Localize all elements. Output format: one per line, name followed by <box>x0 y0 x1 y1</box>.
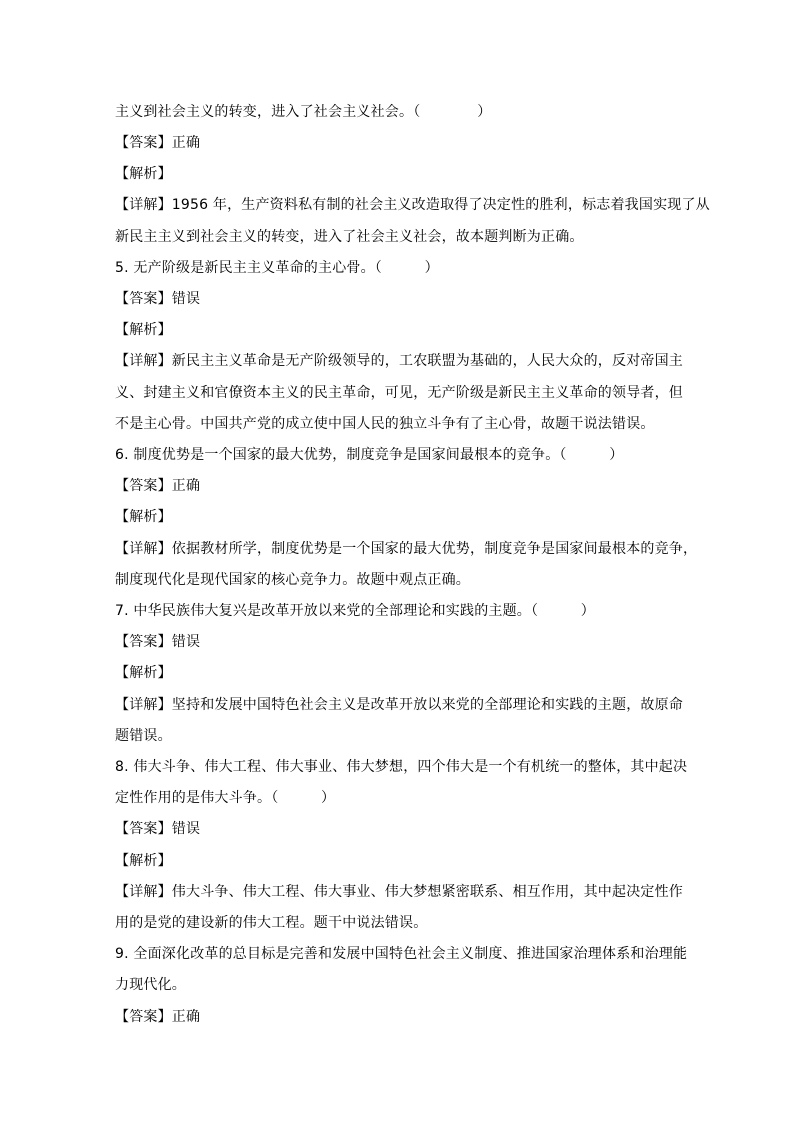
explanation-line: 【详解】伟大斗争、伟大工程、伟大事业、伟大梦想紧密联系、相互作用，其中起决定性作 <box>115 884 683 900</box>
explanation-line: 题错误。 <box>115 728 172 744</box>
question-8-continued: 定性作用的是伟大斗争。（ ） <box>115 790 336 806</box>
question-5: 5. 无产阶级是新民主主义革命的主心骨。（ ） <box>115 260 439 276</box>
analysis-heading: 【解析】 <box>115 322 172 338</box>
question-6: 6. 制度优势是一个国家的最大优势，制度竞争是国家间最根本的竞争。（ ） <box>115 447 624 463</box>
explanation-line: 义、封建主义和官僚资本主义的民主革命，可见，无产阶级是新民主主义革命的领导者，但 <box>115 385 683 401</box>
explanation-line: 用的是党的建设新的伟大工程。题干中说法错误。 <box>115 915 428 931</box>
question-9: 9. 全面深化改革的总目标是完善和发展中国特色社会主义制度、推进国家治理体系和治理能 <box>115 946 688 962</box>
analysis-heading: 【解析】 <box>115 853 172 869</box>
question-8: 8. 伟大斗争、伟大工程、伟大事业、伟大梦想，四个伟大是一个有机统一的整体，其中起决 <box>115 759 688 775</box>
explanation-line: 【详解】1956 年，生产资料私有制的社会主义改造取得了决定性的胜利，标志着我国实现了从 <box>115 197 710 213</box>
explanation-line: 【详解】依据教材所学，制度优势是一个国家的最大优势，制度竞争是国家间最根本的竞争， <box>115 541 698 557</box>
answer-line: 【答案】正确 <box>115 135 201 151</box>
question-9-continued: 力现代化。 <box>115 977 186 993</box>
explanation-line: 制度现代化是现代国家的核心竞争力。故题中观点正确。 <box>115 572 470 588</box>
answer-line: 【答案】正确 <box>115 1009 201 1025</box>
answer-line: 【答案】错误 <box>115 291 201 307</box>
analysis-heading: 【解析】 <box>115 509 172 525</box>
explanation-line: 新民主主义到社会主义的转变，进入了社会主义社会，故本题判断为正确。 <box>115 229 584 245</box>
explanation-line: 不是主心骨。中国共产党的成立使中国人民的独立斗争有了主心骨，故题干说法错误。 <box>115 416 655 432</box>
explanation-line: 【详解】新民主主义革命是无产阶级领导的，工农联盟为基础的，人民大众的，反对帝国主 <box>115 353 683 369</box>
answer-line: 【答案】错误 <box>115 821 201 837</box>
explanation-line: 【详解】坚持和发展中国特色社会主义是改革开放以来党的全部理论和实践的主题，故原命 <box>115 697 683 713</box>
answer-line: 【答案】错误 <box>115 634 201 650</box>
answer-line: 【答案】正确 <box>115 478 201 494</box>
analysis-heading: 【解析】 <box>115 665 172 681</box>
text-line: 主义到社会主义的转变，进入了社会主义社会。（ ） <box>115 104 492 120</box>
analysis-heading: 【解析】 <box>115 166 172 182</box>
question-7: 7. 中华民族伟大复兴是改革开放以来党的全部理论和实践的主题。（ ） <box>115 603 596 619</box>
